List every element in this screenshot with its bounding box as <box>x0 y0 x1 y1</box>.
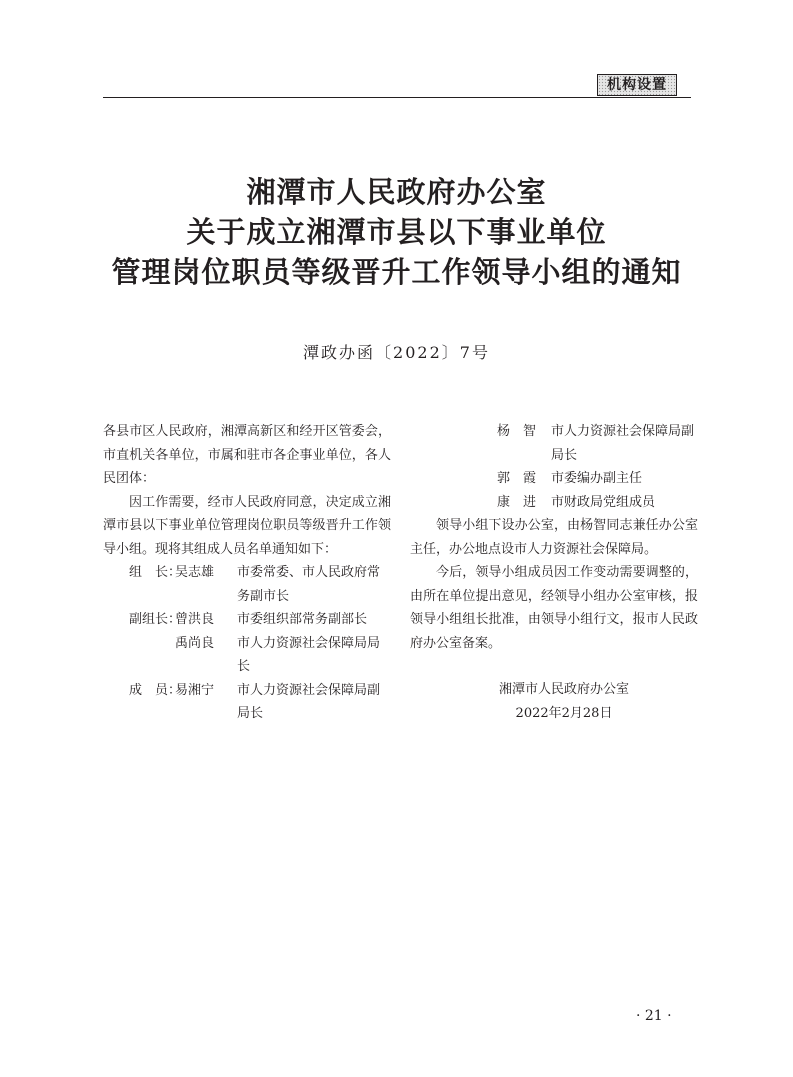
member-title: 市人力资源社会保障局副局长 <box>551 424 695 463</box>
signature-org: 湘潭市人民政府办公室 <box>498 682 629 697</box>
member-role <box>103 632 175 679</box>
member-title: 市委组织部常务副部长 <box>237 612 368 627</box>
member-title: 市委常委、市人民政府常务副市长 <box>237 565 381 604</box>
member-title: 市财政局党组成员 <box>551 494 656 510</box>
member-row <box>410 467 698 491</box>
left-column <box>103 420 391 726</box>
section-tag: 机构设置 <box>597 74 677 96</box>
document-number: 潭政办函〔2022〕7号 <box>303 343 490 362</box>
member-title: 市人力资源社会保障局局长 <box>237 635 381 674</box>
member-row <box>103 608 391 632</box>
member-role: 组 长： <box>129 565 182 580</box>
adjust-paragraph: 今后，领导小组成员因工作变动需要调整的，由所在单位提出意见，经领导小组办公室审核，报领导小组组长批准，由领导小组行文，报市人民政府办公室备案。 <box>410 565 698 651</box>
member-name: 禹尚良 <box>175 635 215 651</box>
title-line-3: 管理岗位职员等级晋升工作领导小组的通知 <box>111 255 682 289</box>
title-line-2: 关于成立湘潭市县以下事业单位 <box>186 215 607 249</box>
office-paragraph: 领导小组下设办公室，由杨智同志兼任办公室主任，办公地点设市人力资源社会保障局。 <box>410 518 698 557</box>
member-row <box>410 420 698 467</box>
member-name: 易湘宁 <box>175 682 215 698</box>
member-name: 曾洪良 <box>175 612 215 627</box>
addressee: 各县市区人民政府，湘潭高新区和经开区管委会，市直机关各单位，市属和驻市各企事业单位，各人民团体： <box>103 424 391 486</box>
member-name: 吴志雄 <box>175 565 215 580</box>
member-title: 市人力资源社会保障局副局长 <box>237 682 381 721</box>
member-row <box>103 561 391 608</box>
signature-date: 2022年2月28日 <box>515 705 613 721</box>
member-title: 市委编办副主任 <box>551 471 643 486</box>
member-name: 康 进 <box>497 494 537 510</box>
member-name: 杨 智 <box>497 424 537 439</box>
member-name: 郭 霞 <box>497 471 537 486</box>
title-line-1: 湘潭市人民政府办公室 <box>246 175 547 209</box>
document-title <box>60 172 733 292</box>
intro-paragraph: 因工作需要，经市人民政府同意，决定成立湘潭市县以下事业单位管理岗位职员等级晋升工作领导小组。现将其组成人员名单通知如下： <box>103 494 391 557</box>
member-role: 成 员： <box>129 682 182 698</box>
member-row <box>410 491 698 515</box>
member-role: 副组长： <box>129 612 182 627</box>
header-rule <box>103 97 691 98</box>
member-row <box>103 632 391 679</box>
member-row <box>103 679 391 726</box>
page-number: · 21 · <box>636 1008 672 1024</box>
right-column <box>410 420 698 725</box>
